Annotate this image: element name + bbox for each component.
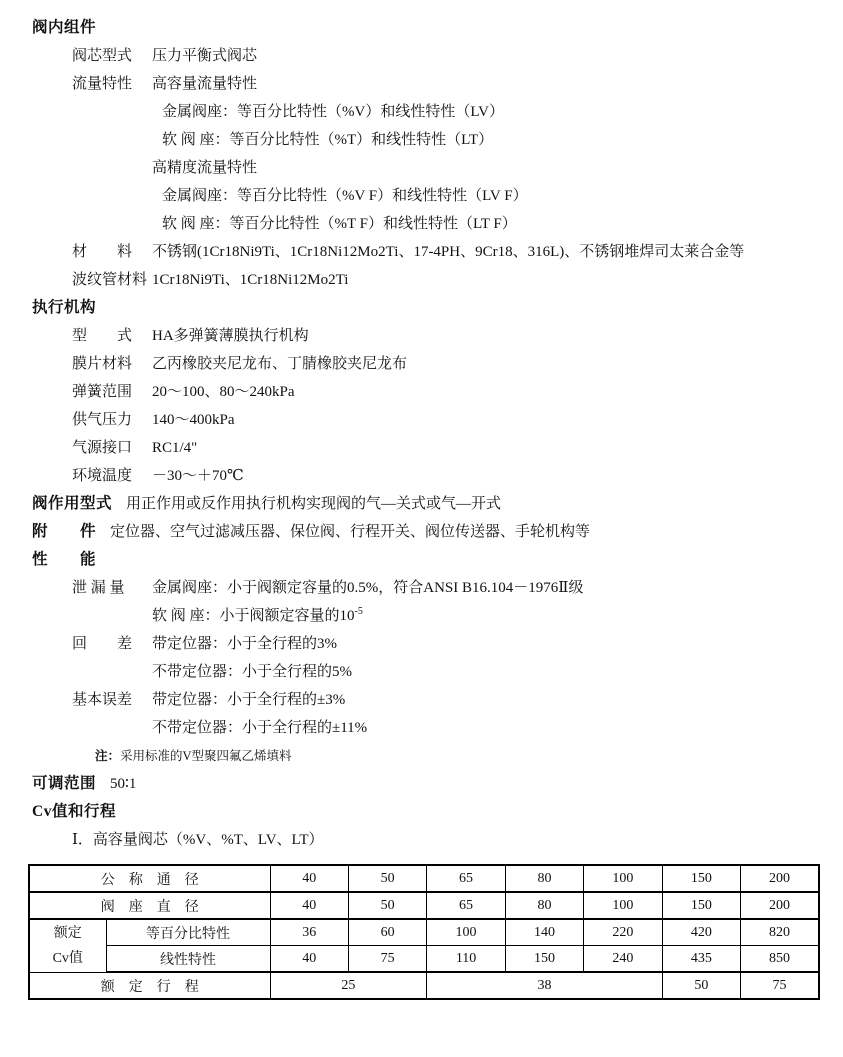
row-ambient-temperature bbox=[0, 462, 843, 490]
cell-travel-25: 25 bbox=[270, 972, 427, 999]
cell-seat-65: 65 bbox=[427, 892, 505, 919]
cv-table-subtitle: Ⅰ．高容量阀芯（%V、%T、LV、LT） bbox=[72, 832, 324, 848]
table-row-nominal-diameter bbox=[29, 865, 819, 892]
field-value-valve-action-type: 用正作用或反作用执行机构实现阀的气—关式或气—开式 bbox=[126, 496, 502, 512]
cell-nominal-40: 40 bbox=[270, 865, 348, 892]
field-value-supply-pressure: 140～400kPa bbox=[152, 412, 235, 428]
row-leakage bbox=[0, 574, 843, 602]
row-basic-error bbox=[0, 686, 843, 714]
row-hysteresis-without: 不带定位器：小于全行程的5% bbox=[152, 664, 352, 680]
row-header-rated-travel: 额 定 行 程 bbox=[29, 972, 270, 999]
cell-eq-65: 100 bbox=[427, 919, 505, 946]
field-value-plug-type: 压力平衡式阀芯 bbox=[152, 48, 258, 64]
row-hc-soft-seat: 软 阀 座：等百分比特性（%T）和线性特性（LT） bbox=[162, 132, 494, 148]
cell-nominal-150: 150 bbox=[662, 865, 740, 892]
field-label-spring-range: 弹簧范围 bbox=[72, 384, 133, 400]
row-header-rated-cv bbox=[29, 919, 106, 972]
cell-eq-80: 140 bbox=[505, 919, 583, 946]
field-value-spring-range: 20～100、80～240kPa bbox=[152, 384, 295, 400]
row-accessories bbox=[0, 518, 843, 546]
table-row-rated-travel bbox=[29, 972, 819, 999]
cell-seat-200: 200 bbox=[741, 892, 819, 919]
cell-travel-38: 38 bbox=[427, 972, 662, 999]
row-hp-soft-seat: 软 阀 座：等百分比特性（%T F）和线性特性（LT F） bbox=[162, 216, 517, 232]
cell-seat-40: 40 bbox=[270, 892, 348, 919]
field-value-material: 不锈钢(1Cr18Ni9Ti、1Cr18Ni12Mo2Ti、17-4PH、9Cr18、316L)、不锈钢堆焊司太莱合金等 bbox=[152, 244, 745, 260]
row-spring-range bbox=[0, 378, 843, 406]
field-label-actuator-type: 型 式 bbox=[72, 328, 133, 344]
cell-lin-40: 40 bbox=[270, 946, 348, 973]
row-supply-pressure bbox=[0, 406, 843, 434]
row-hp-title: 高精度流量特性 bbox=[152, 160, 258, 176]
table-row-equal-percentage bbox=[29, 919, 819, 946]
note-label: 注： bbox=[95, 749, 121, 763]
rated-cv-label-line2: Cv值 bbox=[52, 950, 83, 966]
row-header-linear: 线性特性 bbox=[106, 946, 270, 973]
row-flow-characteristic bbox=[0, 70, 843, 98]
cell-seat-80: 80 bbox=[505, 892, 583, 919]
cell-nominal-80: 80 bbox=[505, 865, 583, 892]
cell-eq-200: 820 bbox=[741, 919, 819, 946]
field-value-hysteresis-with: 带定位器：小于全行程的3% bbox=[152, 636, 337, 652]
note-text: 采用标准的V型聚四氟乙烯填料 bbox=[120, 749, 292, 763]
cell-travel-50: 50 bbox=[662, 972, 740, 999]
rated-cv-label-line1: 额定 bbox=[53, 925, 82, 941]
cell-lin-80: 150 bbox=[505, 946, 583, 973]
row-rangeability bbox=[0, 770, 843, 798]
field-value-flow-characteristic: 高容量流量特性 bbox=[152, 76, 258, 92]
cv-travel-table bbox=[28, 864, 820, 1000]
cell-nominal-200: 200 bbox=[741, 865, 819, 892]
field-value-basic-error-with: 带定位器：小于全行程的±3% bbox=[152, 692, 346, 708]
field-label-rangeability: 可调范围 bbox=[32, 775, 97, 792]
cell-lin-100: 240 bbox=[584, 946, 662, 973]
table-row-linear bbox=[29, 946, 819, 973]
row-actuator-type bbox=[0, 322, 843, 350]
field-label-supply-pressure: 供气压力 bbox=[72, 412, 133, 428]
leakage-soft-exponent: -5 bbox=[354, 606, 363, 617]
row-header-equal-percentage: 等百分比特性 bbox=[106, 919, 270, 946]
field-label-ambient-temperature: 环境温度 bbox=[72, 468, 133, 484]
cell-lin-50: 75 bbox=[348, 946, 426, 973]
cell-seat-100: 100 bbox=[584, 892, 662, 919]
row-header-nominal-diameter: 公 称 通 径 bbox=[29, 865, 270, 892]
row-hysteresis bbox=[0, 630, 843, 658]
row-diaphragm-material bbox=[0, 350, 843, 378]
field-value-rangeability: 50∶1 bbox=[110, 776, 137, 792]
field-value-bellows-material: 1Cr18Ni9Ti、1Cr18Ni12Mo2Ti bbox=[152, 272, 349, 288]
field-value-leakage-soft: 软 阀 座：小于阀额定容量的10 bbox=[152, 608, 355, 624]
section-heading-valve-trim: 阀内组件 bbox=[32, 19, 97, 36]
field-value-actuator-type: HA多弹簧薄膜执行机构 bbox=[152, 328, 309, 344]
field-label-bellows-material: 波纹管材料 bbox=[72, 272, 148, 288]
cell-lin-200: 850 bbox=[741, 946, 819, 973]
field-value-air-connection: RC1/4" bbox=[152, 440, 198, 456]
cell-eq-150: 420 bbox=[662, 919, 740, 946]
cell-eq-50: 60 bbox=[348, 919, 426, 946]
table-row-seat-diameter bbox=[29, 892, 819, 919]
cell-nominal-100: 100 bbox=[584, 865, 662, 892]
section-heading-performance: 性 能 bbox=[32, 551, 97, 568]
cell-seat-150: 150 bbox=[662, 892, 740, 919]
cell-nominal-65: 65 bbox=[427, 865, 505, 892]
row-bellows-material bbox=[0, 266, 843, 294]
field-label-flow-characteristic: 流量特性 bbox=[72, 76, 133, 92]
row-valve-action-type bbox=[0, 490, 843, 518]
row-leakage-soft bbox=[0, 602, 843, 630]
section-heading-actuator: 执行机构 bbox=[32, 299, 97, 316]
field-label-hysteresis: 回 差 bbox=[72, 636, 133, 652]
cell-lin-150: 435 bbox=[662, 946, 740, 973]
field-label-valve-action-type: 阀作用型式 bbox=[32, 495, 113, 512]
field-label-accessories: 附 件 bbox=[32, 523, 97, 540]
field-value-leakage-metal: 金属阀座：小于阀额定容量的0.5%，符合ANSI B16.104－1976Ⅱ级 bbox=[152, 580, 584, 596]
cell-nominal-50: 50 bbox=[348, 865, 426, 892]
cell-eq-100: 220 bbox=[584, 919, 662, 946]
cell-lin-65: 110 bbox=[427, 946, 505, 973]
row-basic-error-without: 不带定位器：小于全行程的±11% bbox=[152, 720, 368, 736]
field-value-ambient-temperature: －30～＋70℃ bbox=[152, 468, 244, 484]
row-hc-metal-seat: 金属阀座：等百分比特性（%V）和线性特性（LV） bbox=[162, 104, 504, 120]
cell-seat-50: 50 bbox=[348, 892, 426, 919]
row-material bbox=[0, 238, 843, 266]
row-plug-type bbox=[0, 42, 843, 70]
field-value-accessories: 定位器、空气过滤减压器、保位阀、行程开关、阀位传送器、手轮机构等 bbox=[110, 524, 591, 540]
cell-eq-40: 36 bbox=[270, 919, 348, 946]
field-value-diaphragm-material: 乙丙橡胶夹尼龙布、丁腈橡胶夹尼龙布 bbox=[152, 356, 408, 372]
row-note bbox=[0, 742, 843, 770]
cell-travel-75: 75 bbox=[741, 972, 819, 999]
section-heading-cv-and-travel: Cv值和行程 bbox=[32, 803, 116, 820]
row-air-connection bbox=[0, 434, 843, 462]
row-header-seat-diameter: 阀 座 直 径 bbox=[29, 892, 270, 919]
row-hp-metal-seat: 金属阀座：等百分比特性（%V F）和线性特性（LV F） bbox=[162, 188, 528, 204]
field-label-diaphragm-material: 膜片材料 bbox=[72, 356, 133, 372]
field-label-leakage: 泄 漏 量 bbox=[72, 580, 125, 596]
field-label-basic-error: 基本误差 bbox=[72, 692, 133, 708]
field-label-material: 材 料 bbox=[72, 244, 133, 260]
field-label-plug-type: 阀芯型式 bbox=[72, 48, 133, 64]
field-label-air-connection: 气源接口 bbox=[72, 440, 133, 456]
